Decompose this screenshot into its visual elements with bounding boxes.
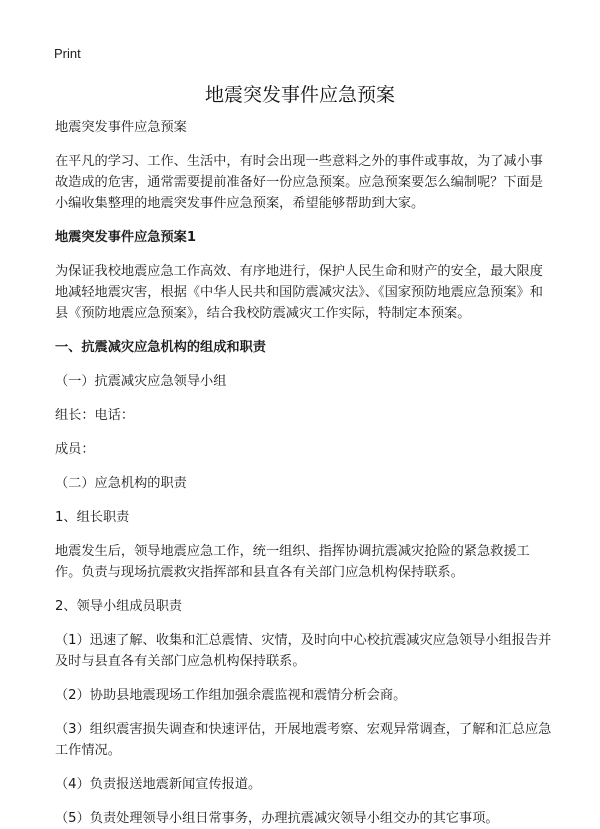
document-body (55, 117, 553, 829)
duty-item: （1）迅速了解、收集和汇总震情、灾情，及时向中心校抗震减灾应急领导小组报告并及时与县直各有关部门应急机构保持联系。 (55, 633, 552, 669)
print-link[interactable]: Print (54, 46, 81, 61)
duty-item: （5）负责处理领导小组日常事务，办理抗震减灾领导小组交办的其它事项。 (55, 811, 499, 826)
members-line: 成员： (55, 442, 95, 457)
duty-item: （4）负责报送地震新闻宣传报道。 (55, 777, 262, 792)
section-heading: 地震突发事件应急预案1 (55, 230, 197, 245)
subsection-heading: （一）抗震减灾应急领导小组 (55, 374, 227, 389)
page-title: 地震突发事件应急预案 (204, 84, 395, 106)
section-heading: 一、抗震减灾应急机构的组成和职责 (55, 340, 266, 355)
purpose-paragraph: 为保证我校地震应急工作高效、有序地进行，保护人民生命和财产的安全，最大限度地减轻地震灾害，根据《中华人民共和国防震减灾法》、《国家预防地震应急预案》和县《预防地震应急预案》，结合我校防震减灾工作实际，特制定本预案。 (55, 264, 543, 321)
leader-line: 组长：电话： (55, 408, 135, 423)
list-heading: 1、组长职责 (55, 510, 130, 525)
intro-paragraph: 在平凡的学习、工作、生活中，有时会出现一些意料之外的事件或事故，为了减小事故造成的危害，通常需要提前准备好一份应急预案。应急预案要怎么编制呢？下面是小编收集整理的地震突发事件应急预案，希望能够帮助到大家。 (55, 154, 543, 211)
duty-item: （2）协助县地震现场工作组加强余震监视和震情分析会商。 (55, 688, 407, 703)
subtitle-paragraph: 地震突发事件应急预案 (55, 120, 187, 135)
duty-paragraph: 地震发生后，领导地震应急工作，统一组织、指挥协调抗震减灾抢险的紧急救援工作。负责与现场抗震救灾指挥部和县直各有关部门应急机构保持联系。 (55, 544, 530, 580)
list-heading: 2、领导小组成员职责 (55, 599, 183, 614)
subsection-heading: （二）应急机构的职责 (55, 476, 187, 491)
duty-item: （3）组织震害损失调查和快速评估，开展地震考察、宏观异常调查，了解和汇总应急工作情况。 (55, 722, 552, 758)
